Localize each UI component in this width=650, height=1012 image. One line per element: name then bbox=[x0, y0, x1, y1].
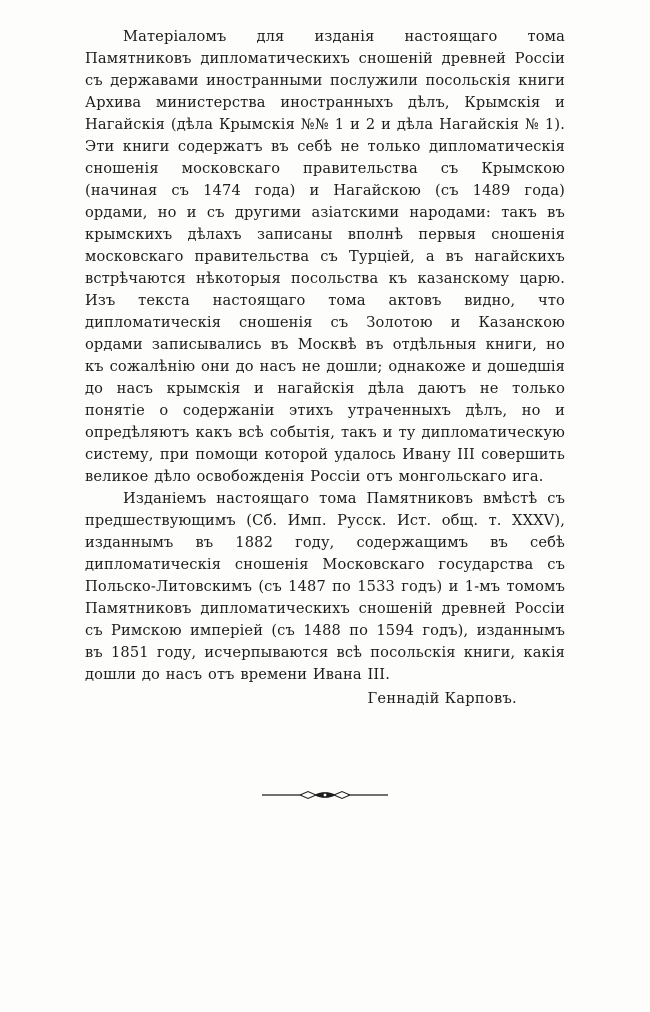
paragraph-2: Изданіемъ настоящаго тома Памятниковъ вмѣстѣ съ предшествующимъ (Сб. Имп. Русск. Ист. общ. т. XXXV), изданнымъ въ 1882 году, содержащимъ въ себѣ дипломатическія сношенія Московскаго государства съ Польско-Литовскимъ (съ 1487 по 1533 годъ) и 1-мъ томомъ Памятниковъ дипломатическихъ сношеній древней Россіи съ Римскою имперіей (съ 1488 по 1594 годъ), изданнымъ въ 1851 году, исчерпываются всѣ посольскія книги, какія дошли до насъ отъ времени Ивана III. bbox=[85, 490, 565, 683]
section-divider bbox=[85, 784, 565, 803]
paragraph-1: Матеріаломъ для изданія настоящаго тома Памятниковъ дипломатическихъ сношеній древней Россіи съ державами иностранными послужили посольскія книги Архива министерства иностранныхъ дѣлъ, Крымскія и Нагайскія (дѣла Крымскія №№ 1 и 2 и дѣла Нагайскія № 1). Эти книги содержатъ въ себѣ не только дипломатическія сношенія московскаго правительства съ Крымскою (начиная съ 1474 года) и Нагайскою (съ 1489 года) ордами, но и съ другими азіатскими народами: такъ въ крымскихъ дѣлахъ записаны вполнѣ первыя сношенія московскаго правительства съ Турціей, а въ нагайскихъ встрѣчаются нѣкоторыя посольства къ казанскому царю. Изъ текста настоящаго тома актовъ видно, что дипломатическія сношенія съ Золотою и Казанскою ордами записывались въ Москвѣ въ отдѣльныя книги, но къ сожалѣнію они до насъ не дошли; однакоже и дошедшія до насъ крымскія и нагайскія дѣла даютъ не только понятіе о содержаніи этихъ утраченныхъ дѣлъ, но и опредѣляютъ какъ всѣ событія, такъ и ту дипломатическую систему, при помощи которой удалось Ивану III совершить великое дѣло освобожденія Россіи отъ монгольскаго ига. bbox=[85, 28, 565, 485]
author-signature: Геннадій Карповъ. bbox=[367, 690, 517, 707]
fleuron-ornament-icon bbox=[260, 788, 390, 802]
